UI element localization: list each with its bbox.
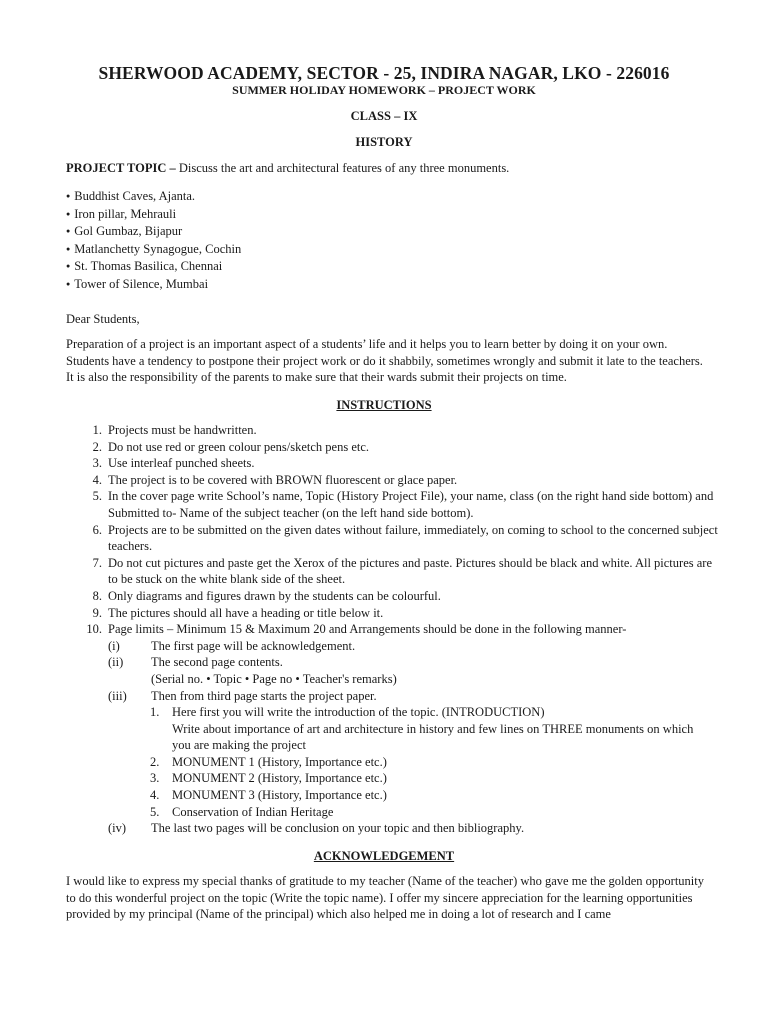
greeting: Dear Students,: [66, 312, 140, 326]
subject-label: HISTORY: [355, 135, 413, 149]
instruction-number: 7.: [92, 555, 102, 570]
instruction-item: [0, 422, 720, 439]
section-item: [0, 787, 712, 804]
arrangement-text: Then from third page starts the project paper.: [151, 688, 377, 703]
section-number: 3.: [150, 771, 160, 786]
class-label: CLASS – IX: [350, 109, 418, 123]
intro-paragraph: Preparation of a project is an important aspect of a students’ life and it helps you to learn better by doing it on your own. Students have a tendency to postpone their project work or do it shabbily, sometimes wrongly and submit it late to the teachers. It is also the responsibility of the parents to make sure that their wards submit their projects on time.: [66, 337, 703, 385]
project-topic-text: Discuss the art and architectural features of any three monuments.: [175, 161, 510, 175]
project-sections-list: [0, 704, 711, 820]
instruction-text: In the cover page write School’s name, Topic (History Project File), your name, class (on the right hand side bottom) and Submitted to- Name of the subject teacher (on the left hand side bottom).: [108, 489, 714, 520]
project-topic-label: PROJECT TOPIC –: [66, 161, 176, 175]
instruction-number: 5.: [92, 489, 102, 504]
arrangement-number: (ii): [108, 655, 124, 670]
arrangement-item: [0, 820, 711, 837]
instruction-item: [0, 455, 720, 472]
arrangement-text: The second page contents.: [151, 655, 283, 670]
instruction-number: 2.: [92, 439, 102, 454]
monument-item: ● Gol Gumbaz, Bijapur: [66, 223, 241, 241]
section-text: Here first you will write the introduction of the topic. (INTRODUCTION): [172, 705, 545, 720]
school-name: SHERWOOD ACADEMY, SECTOR - 25, INDIRA NAGAR, LKO - 226016: [98, 63, 670, 83]
arrangement-item: [0, 638, 711, 655]
instruction-item: [0, 555, 720, 588]
instruction-text: Projects are to be submitted on the given dates without failure, immediately, on coming to school to the concerned subject teachers.: [108, 522, 718, 554]
instruction-number: 1.: [92, 423, 102, 437]
instruction-item: [0, 472, 720, 489]
instruction-text: Do not use red or green colour pens/sketch pens etc.: [108, 439, 370, 454]
instruction-item: [0, 588, 720, 605]
instruction-text: Page limits – Minimum 15 & Maximum 20 and Arrangements should be done in the following manner-: [108, 622, 627, 637]
instruction-number: 6.: [92, 522, 102, 537]
instruction-number: 8.: [92, 588, 102, 603]
instruction-item: [0, 621, 720, 837]
instruction-text: The pictures should all have a heading or title below it.: [108, 605, 384, 620]
section-number: 1.: [150, 705, 160, 720]
monument-item: ● Buddhist Caves, Ajanta.: [66, 188, 241, 206]
section-text: MONUMENT 3 (History, Importance etc.): [172, 788, 387, 803]
section-item: [0, 804, 712, 821]
section-item: [0, 754, 712, 771]
instruction-text: Use interleaf punched sheets.: [108, 456, 255, 471]
section-text: MONUMENT 2 (History, Importance etc.): [172, 771, 387, 786]
section-number: 4.: [150, 788, 160, 803]
instruction-number: 9.: [92, 605, 102, 620]
monument-item: ● Iron pillar, Mehrauli: [66, 206, 241, 224]
instruction-text: Only diagrams and figures drawn by the students can be colourful.: [108, 588, 441, 603]
arrangement-item: [0, 688, 711, 821]
instruction-text: Do not cut pictures and paste get the Xerox of the pictures and paste. Pictures should be black and white. All pictures are to be stuck on the white blank side of the sheet.: [108, 555, 712, 587]
instruction-number: 3.: [92, 456, 102, 471]
document-subtitle: SUMMER HOLIDAY HOMEWORK – PROJECT WORK: [232, 83, 536, 97]
instruction-text: Projects must be handwritten.: [108, 423, 257, 437]
section-item: [0, 704, 712, 754]
contents-columns-note: (Serial no. • Topic • Page no • Teacher's remarks): [151, 671, 397, 686]
instruction-item: [0, 605, 720, 622]
instruction-number: 10.: [86, 622, 102, 637]
monument-item: ● Matlanchetty Synagogue, Cochin: [66, 241, 241, 259]
monument-list: [66, 188, 241, 294]
section-number: 2.: [150, 754, 160, 769]
instruction-item: [0, 488, 720, 521]
section-number: 5.: [150, 804, 160, 819]
arrangement-text: The first page will be acknowledgement.: [151, 638, 356, 653]
instruction-number: 4.: [92, 472, 102, 487]
arrangement-text: The last two pages will be conclusion on your topic and then bibliography.: [151, 821, 525, 836]
section-text: Conservation of Indian Heritage: [172, 804, 334, 819]
section-text: MONUMENT 1 (History, Importance etc.): [172, 754, 387, 769]
monument-item: ● St. Thomas Basilica, Chennai: [66, 258, 241, 276]
arrangement-number: (i): [108, 638, 120, 653]
monument-item: ● Tower of Silence, Mumbai: [66, 276, 241, 294]
arrangement-number: (iii): [108, 688, 127, 703]
acknowledgement-paragraph: I would like to express my special thanks of gratitude to my teacher (Name of the teacher) who gave me the golden opportunity to do this wonderful project on the topic (Write the topic name). I offer my sincere appreciation for the learning opportunities provided by my principal (Name of the principal) which also helped me in doing a lot of research and I came: [66, 874, 704, 922]
instruction-item: [0, 522, 720, 555]
arrangement-number: (iv): [108, 821, 127, 836]
acknowledgement-heading: ACKNOWLEDGEMENT: [313, 849, 455, 863]
instructions-heading: INSTRUCTIONS: [336, 398, 432, 412]
page-arrangement-list: [0, 638, 720, 837]
section-detail: Write about importance of art and architecture in history and few lines on THREE monuments on which you are making the project: [172, 721, 694, 753]
section-item: [0, 770, 712, 787]
arrangement-item: [0, 654, 711, 687]
instructions-list: [0, 422, 768, 837]
instruction-item: [0, 439, 720, 456]
project-topic: [66, 160, 716, 177]
instruction-text: The project is to be covered with BROWN fluorescent or glace paper.: [108, 472, 458, 487]
